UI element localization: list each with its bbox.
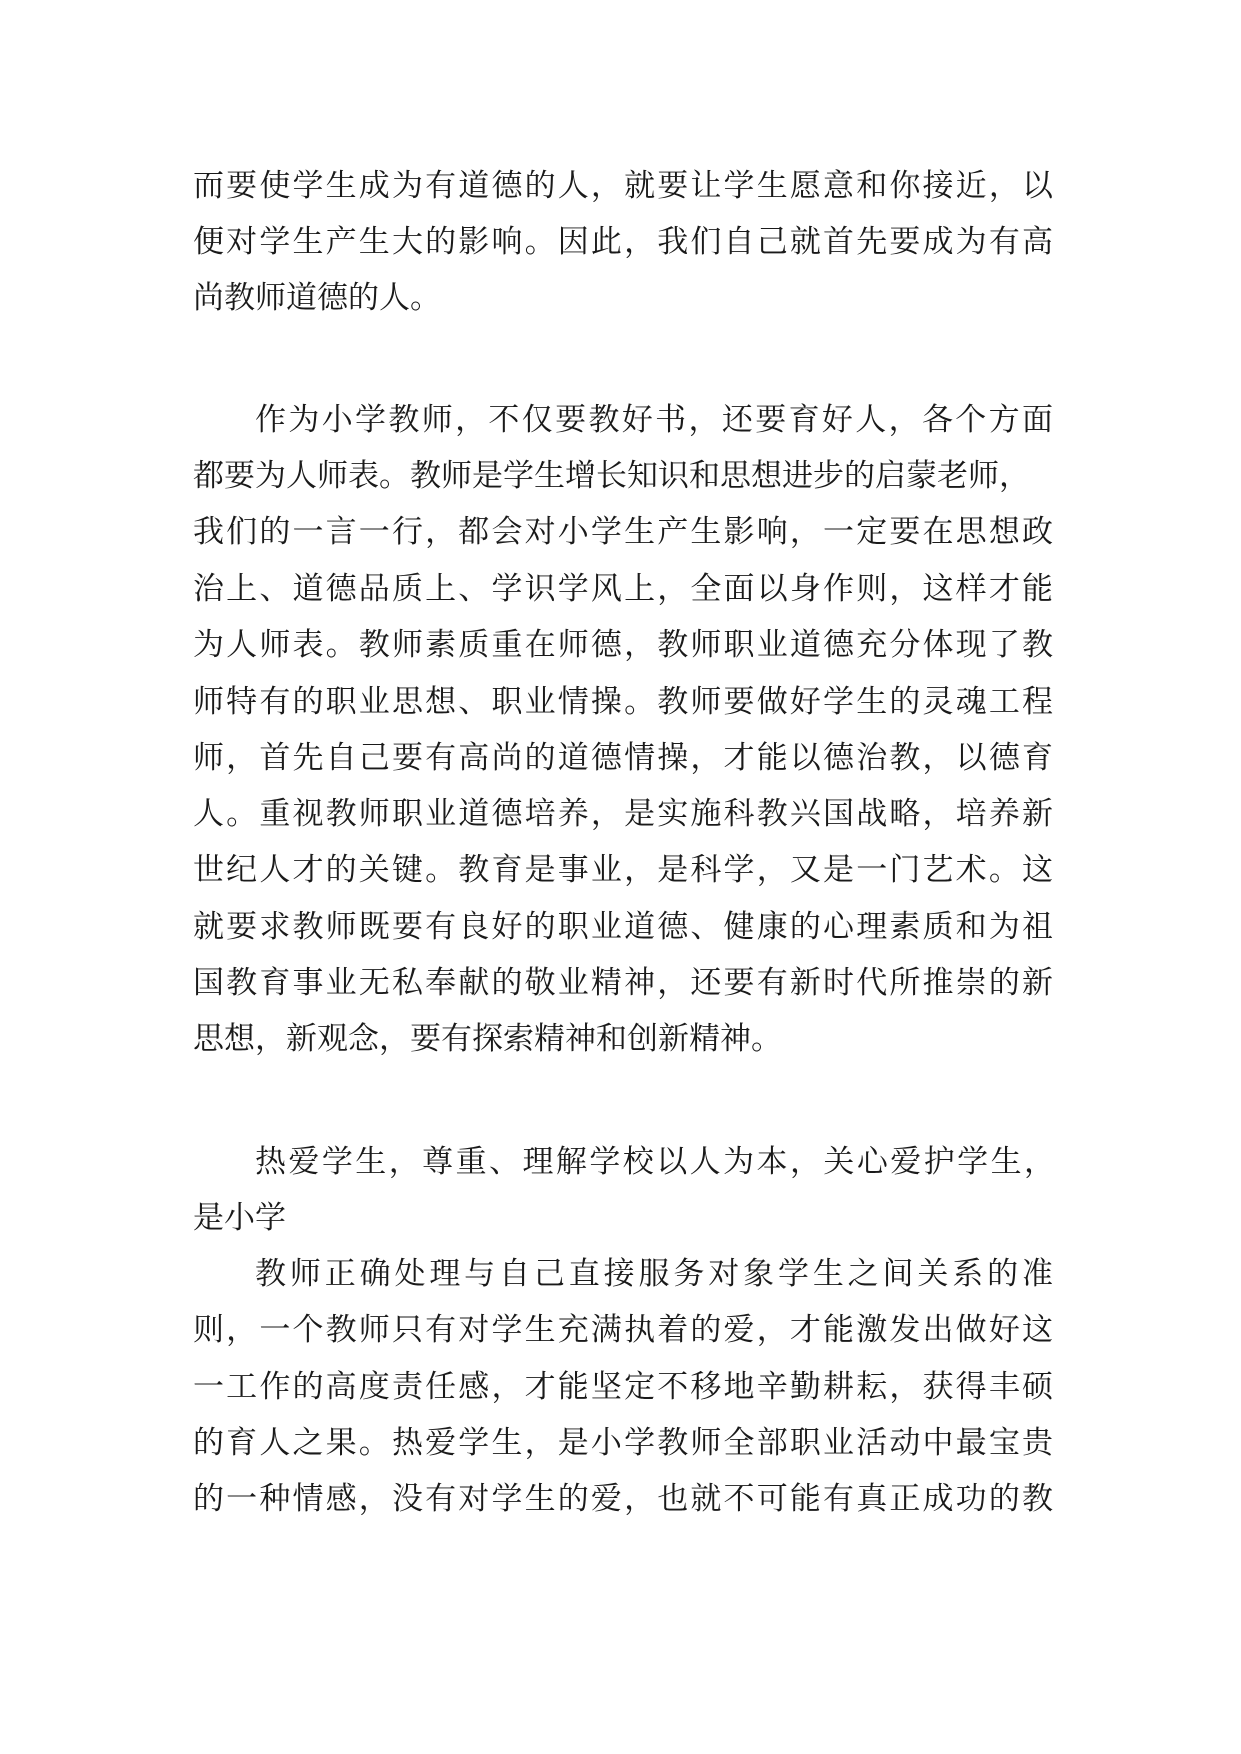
text-line: 而要使学生成为有道德的人，就要让学生愿意和你接近，以 bbox=[193, 168, 1053, 204]
text-line: 的一种情感，没有对学生的爱，也就不可能有真正成功的教 bbox=[193, 1481, 1053, 1517]
text-line: 的育人之果。热爱学生，是小学教师全部职业活动中最宝贵 bbox=[193, 1425, 1053, 1461]
text-line: 就要求教师既要有良好的职业道德、健康的心理素质和为祖 bbox=[193, 909, 1053, 945]
text-line: 是小学 bbox=[193, 1200, 286, 1236]
text-line: 热爱学生，尊重、理解学校以人为本，关心爱护学生， bbox=[255, 1144, 1055, 1180]
text-line: 则，一个教师只有对学生充满执着的爱，才能激发出做好这 bbox=[193, 1312, 1053, 1348]
text-line: 师特有的职业思想、职业情操。教师要做好学生的灵魂工程 bbox=[193, 684, 1053, 720]
text-line: 人。重视教师职业道德培养，是实施科教兴国战略，培养新 bbox=[193, 796, 1053, 832]
text-line: 我们的一言一行，都会对小学生产生影响，一定要在思想政 bbox=[193, 514, 1053, 550]
text-line: 作为小学教师，不仅要教好书，还要育好人，各个方面 bbox=[255, 402, 1053, 438]
text-line: 尚教师道德的人。 bbox=[193, 280, 441, 316]
text-line: 思想，新观念，要有探索精神和创新精神。 bbox=[193, 1021, 782, 1057]
text-line: 国教育事业无私奉献的敬业精神，还要有新时代所推崇的新 bbox=[193, 965, 1053, 1001]
text-line: 为人师表。教师素质重在师德，教师职业道德充分体现了教 bbox=[193, 627, 1053, 663]
text-line: 都要为人师表。教师是学生增长知识和思想进步的启蒙老师， bbox=[193, 458, 1030, 494]
text-line: 师，首先自己要有高尚的道德情操，才能以德治教，以德育 bbox=[193, 740, 1053, 776]
text-line: 治上、道德品质上、学识学风上，全面以身作则，这样才能 bbox=[193, 571, 1053, 607]
text-line: 世纪人才的关键。教育是事业，是科学，又是一门艺术。这 bbox=[193, 852, 1053, 888]
text-line: 教师正确处理与自己直接服务对象学生之间关系的准 bbox=[255, 1256, 1053, 1292]
text-line: 一工作的高度责任感，才能坚定不移地辛勤耕耘，获得丰硕 bbox=[193, 1369, 1053, 1405]
text-line: 便对学生产生大的影响。因此，我们自己就首先要成为有高 bbox=[193, 224, 1053, 260]
